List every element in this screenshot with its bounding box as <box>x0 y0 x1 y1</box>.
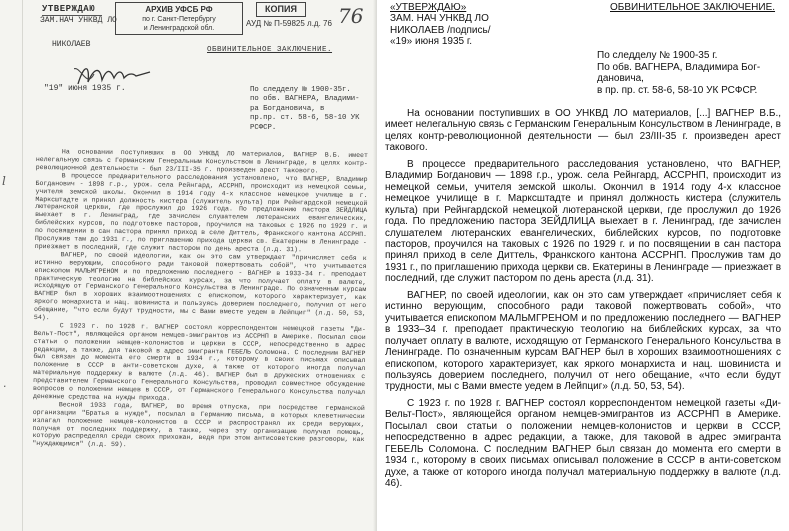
transcription-body <box>385 108 781 495</box>
scan-reference <box>250 86 370 133</box>
scan-body-text <box>32 148 368 453</box>
document-title: ОБВИНИТЕЛЬНОЕ ЗАКЛЮЧЕНИЕ. <box>610 2 776 13</box>
archive-stamp <box>115 2 243 35</box>
scan-paragraph: Весной 1933 года, ВАГНЕР, во время отпуска, при посредстве германской организации "Братья в нужде", посылал в Германию письма, в которых клеветнически излагал положение немцев-колонистов в СССР и распространял их среди верующих, получая от последних поддержку, а также, через эту организацию получал помощь, которую распределял среди своих прихожан, ведя при этом антисоветские разговоры, как "нуждающимся" (л.д. 59). <box>32 401 365 449</box>
reference-line-2: По обв. ВАГНЕРА, Владимира Бог- <box>597 61 761 73</box>
scan-ref-line-3: ра Богдановича, в <box>250 104 325 113</box>
approve-line-2: НИКОЛАЕВ /подпись/ <box>390 24 491 36</box>
margin-mark: · <box>3 380 7 393</box>
page-number-handwritten: 76 <box>338 4 364 28</box>
scan-paragraph: С 1923 г. по 1928 г. ВАГНЕР состоял корреспондентом немецкой газеты "Ди-Вельт-Пост", являющейся органом немцев-эмигрантов из АССРНП в Америке. Посылал свои статьи о положении немцев-колонистов и церкви в СССР, непосредственно в адрес редакции, а также, для таковой в адрес эмигранта ГЕБЕЛЬ Соломона. С последним ВАГНЕР был связан до момента его смерти в 1934 г., которому в своих письмах описывал положение в СССР в анти-советском духе, а также от которого иногда получал материальную поддержку в валюте (л.д. 46). ВАГНЕР был в дружеских отношениях с представителем Германского Генерального Консульства, проводил совместное обсуждение вопросов о положении немцев в СССР, от Германского Генерального Консульства получал денежные средства на нужды прихода. <box>32 322 366 402</box>
transcription-panel <box>381 0 785 531</box>
body-paragraph: ВАГНЕР, по своей идеологии, как он это сам утверждает «причисляет себя к истинно верующим, способного ради таковой пожертвовать собой», что учитывается епископом МАЛЬМГРЕНОМ и по предложению последнего — ВАГНЕР в 1933–34 г. преподает практическую теологию на библейских курсах, за что получает оплату в валюте, исходящую от Германского Генерального Консульства в Ленинграде. По означенным курсам ВАГНЕР был в хороших взаимоотношениях с епископом, которого характеризует, как яркого монархиста и нац. шовиниста и пользуясь доверием последнего, получил от него обещание, «что если будут трудности, мы с Вами вместе уедем в Лейпциг» (л.д. 50, 53, 54). <box>385 289 781 393</box>
scan-approve-line-2: НИКОЛАЕВ <box>52 40 91 49</box>
reference-line-1: По следделу № 1900-35 г. <box>597 50 718 61</box>
scan-approve-heading: УТВЕРЖДАЮ <box>42 4 102 16</box>
case-reference <box>597 50 781 96</box>
handwritten-signature <box>74 60 154 90</box>
scan-paragraph: На основании поступивших в ОО УНКВД ЛО материалов, ВАГНЕР В.Б. имеет нелегальную связь с Германским Генеральным Консульством в Ленинграде, в целях контр-революционной деятельности - был 23/III-35 г. произведен арест такового. <box>35 148 368 175</box>
body-paragraph: На основании поступивших в ОО УНКВД ЛО материалов, [...] ВАГНЕР В.Б., имеет нелегальную связь с Германским Генеральным Консульством в Ленинграде, в целях контр-революционной деятельности — был 23/III-35 г. произведен арест такового. <box>385 108 781 154</box>
approve-heading: «УТВЕРЖДАЮ» <box>390 2 467 13</box>
scan-paragraph: ВАГНЕР, по своей идеологии, как он это сам утверждает "причисляет себя к истинно верующим, способного ради таковой пожертвовать собой", что учитывается епископом МАЛЬМГРЕНОМ и по предложению последнего - ВАГНЕР в 1933-34 г. преподает практическую теологию на библейских курсах, за что получает оплату в валюте, исходящую от Германского Генерального Консульства в Ленинграде. По означенным курсам ВАГНЕР был в хороших взаимоотношениях с епископом, которого характеризует, как яркого монархиста и нац. шовиниста и пользуясь доверием последнего, получил от него обещание, "что если будут трудности, мы с Вами вместе уедем в Лейпциг" (л.д. 50, 53, 54). <box>33 251 367 321</box>
archival-scan <box>0 0 377 531</box>
scan-approve-line-3: "19" июня 1935 г. <box>44 84 126 93</box>
scan-paragraph: В процессе предварительного расследования установлено, что ВАГНЕР, Владимир Богданович - 1898 г.р., урож. села Рейнгард, АССРНП, происходит из немецкой семьи, учителя земской школы. Окончил в 1914 году 4-х классное немецкое училище в г. Марксштадте и принял должность кистера (служитель культа) при Рейнгардской немецкой лютеранской церкви, где прослужил до 1926 года. По предложению пастора ЗЕЙДЛИЦА выехает в г. Ленинград, где зачислен слушателем лютеранских евангелических, библейских курсов, по подготовке пасторов, проучился на таковых с 1926 по 1929 г. и по посвящении в сан пастора принял приход в селе Диттель, Франкского кантона АССРНП. Прослужив там до 1931 г., по приглашению прихода церкви св. Екатерины в Ленинграде - приезжает в последний, где служит пастором по день ареста (л.д. 31). <box>34 172 368 253</box>
margin-mark: ⅼ <box>2 174 6 188</box>
stamp-line-1: АРХИВ УФСБ РФ <box>145 5 213 14</box>
scan-page-shadow <box>373 0 377 531</box>
aud-number: АУД № П-59825 л.д. 76 <box>246 19 332 28</box>
approve-line-3: «19» июня 1935 г. <box>390 36 473 48</box>
scan-ref-line-1: По следделу № 1900-35г. <box>250 86 351 94</box>
stamp-line-2: по г. Санкт-Петербургу <box>142 16 216 23</box>
approve-line-1: ЗАМ. НАЧ УНКВД ЛО <box>390 13 489 25</box>
body-paragraph: С 1923 г. по 1928 г. ВАГНЕР состоял корреспондентом немецкой газеты «Ди-Вельт-Пост», являющейся органом немцев-эмигрантов из АССРНП в Америке. Посылал свои статьи о положении немцев-колонистов и церкви в СССР, непосредственно в адрес редакции, а также, для таковой в адрес эмигранта ГЕБЕЛЬ Соломона. С последним ВАГНЕР был связан до момента его смерти в 1934 г., которому в своих письмах описывал положение в СССР в анти-советском духе, а также от которого иногда получал материальную поддержку в валюте (л.д. 46). <box>385 397 781 490</box>
scan-margin-line <box>22 0 23 531</box>
scan-approve-line-1: ЗАМ.НАЧ УНКВД ЛО <box>40 16 117 25</box>
reference-line-4: в пр. пр. ст. 58-6, 58-10 УК РСФСР. <box>597 84 758 96</box>
scan-ref-line-2: по обв. ВАГНЕРА, Владими- <box>250 95 360 104</box>
reference-line-3: дановича, <box>597 73 644 85</box>
body-paragraph: В процессе предварительного расследования установлено, что ВАГНЕР, Владимир Богданович — 1898 г.р., урож. села Рейнгард, АССРНП, происходит из немецкой семьи, учителя земской школы. Окончил в 1914 году 4-х классное немецкое училище в г. Марксштадте и принял должность кистера (служитель культа) при Рейнгардской немецкой лютеранской церкви, где прослужил до 1926 года. По предложению пастора ЗЕЙДЛИЦА выехает в г. Ленинград, где зачислен слушателем лютеранских евангелических, библейских курсов, по подготовке пасторов, проучился на таковых с 1926 по 1929 г. и по посвящении в сан пастора принял приход в селе Диттель, Франкского кантона АССРНП. Прослужив там до 1931 г., по приглашению прихода церкви св. Екатерины в Ленинграде — приезжает в последний, где служит пастором по день ареста (л.д. 31). <box>385 158 782 285</box>
approve-block <box>390 2 580 48</box>
scan-title: ОБВИНИТЕЛЬНОЕ ЗАКЛЮЧЕНИЕ. <box>207 46 333 54</box>
copy-stamp: КОПИЯ <box>256 2 306 17</box>
stamp-line-3: и Ленинградской обл. <box>143 25 215 32</box>
scan-ref-line-4: пр.пр. ст. 58-6, 58-10 УК РСФСР. <box>250 114 360 132</box>
